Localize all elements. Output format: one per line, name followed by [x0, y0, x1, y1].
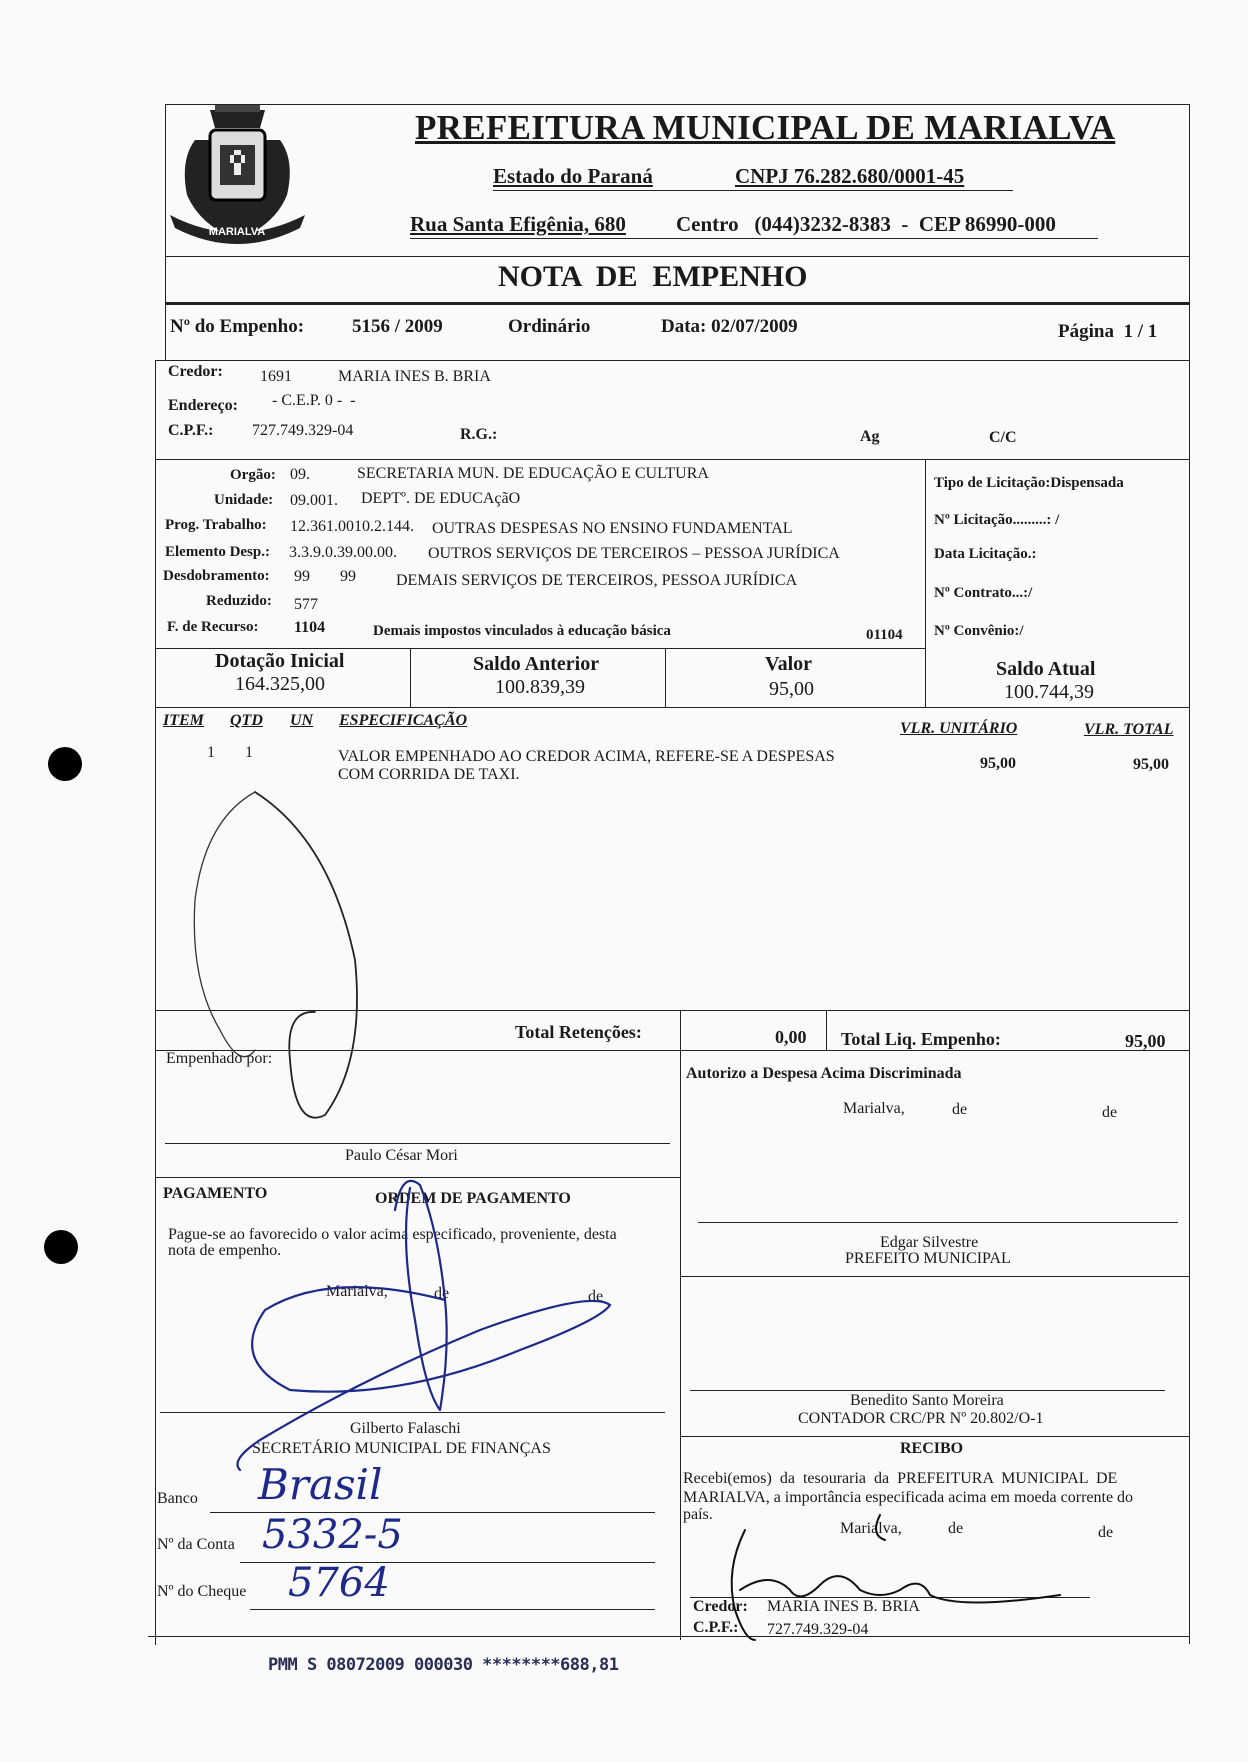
banco-value: Brasil: [258, 1460, 383, 1509]
recibo-cpf-label: C.P.F.:: [693, 1619, 739, 1636]
address-text: Rua Santa Efigênia, 680: [410, 212, 626, 236]
item-number: 1: [207, 744, 215, 761]
vlr-unitario-header: VLR. UNITÁRIO: [900, 720, 1018, 737]
empenhado-label: Empenhado por:: [166, 1050, 273, 1067]
footer-stamp: PMM S 08072009 000030 ********688,81: [268, 1655, 619, 1675]
numero-contrato: Nº Contrato...:/: [934, 585, 1033, 601]
conta-label: Nº da Conta: [157, 1536, 235, 1553]
pagamento-text-line-2: nota de empenho.: [168, 1242, 282, 1259]
valor-value: 95,00: [769, 678, 814, 700]
autorizo-local: Marialva,: [843, 1100, 905, 1117]
empenho-label: Nº do Empenho:: [170, 316, 305, 337]
un-header: UN: [290, 712, 314, 729]
fonte-number: 01104: [866, 627, 903, 643]
pagamento-local: Marialva,: [326, 1283, 388, 1300]
empenho-number: 5156 / 2009: [352, 316, 443, 337]
credor-label: Credor:: [168, 363, 223, 380]
retencoes-label: Total Retenções:: [515, 1022, 642, 1042]
cheque-value: 5764: [288, 1560, 390, 1606]
numero-convenio: Nº Convênio:/: [934, 623, 1024, 639]
desdobramento-code-2: 99: [340, 568, 356, 585]
prefeito-nome: Edgar Silvestre: [880, 1234, 979, 1251]
page-title: PREFEITURA MUNICIPAL DE MARIALVA: [415, 108, 1116, 147]
conta-value: 5332-5: [262, 1512, 403, 1558]
recibo-cpf-value: 727.749.329-04: [767, 1621, 869, 1638]
autorizo-label: Autorizo a Despesa Acima Discriminada: [686, 1065, 962, 1082]
recibo-de-1: de: [948, 1520, 964, 1537]
fonte-label: F. de Recurso:: [167, 619, 259, 635]
recibo-text-line-1: Recebi(emos) da tesouraria da PREFEITURA MUNICIPAL DE: [683, 1470, 1118, 1487]
pagamento-text-line-1: Pague-se ao favorecido o valor acima especificado, proveniente, desta: [168, 1226, 617, 1243]
reduzido-label: Reduzido:: [206, 593, 272, 609]
elemento-desc: OUTROS SERVIÇOS DE TERCEIROS – PESSOA JURÍDICA: [428, 545, 840, 562]
item-total-value: 95,00: [1133, 756, 1169, 773]
prefeito-cargo: PREFEITO MUNICIPAL: [845, 1250, 1011, 1267]
ordem-pagamento-label: ORDEM DE PAGAMENTO: [375, 1190, 571, 1207]
endereco-label: Endereço:: [168, 397, 238, 414]
especificacao-header: ESPECIFICAÇÃO: [339, 712, 468, 729]
document-title: NOTA DE EMPENHO: [498, 260, 808, 293]
contador-cargo: CONTADOR CRC/PR Nº 20.802/O-1: [798, 1410, 1044, 1427]
saldo-atual-value: 100.744,39: [1004, 681, 1094, 703]
item-qtd: 1: [245, 744, 253, 761]
pagamento-de-1: de: [434, 1285, 450, 1302]
item-unit-value: 95,00: [980, 755, 1016, 772]
banco-label: Banco: [157, 1490, 198, 1507]
cnpj-text: CNPJ 76.282.680/0001-45: [735, 164, 965, 188]
orgao-code: 09.: [290, 466, 310, 483]
tipo-licitacao: Tipo de Licitação:Dispensada: [934, 475, 1124, 491]
endereco-value: - C.E.P. 0 - -: [272, 392, 356, 409]
liquido-value: 95,00: [1125, 1031, 1166, 1051]
retencoes-value: 0,00: [775, 1027, 807, 1047]
rg-label: R.G.:: [460, 426, 498, 443]
credor-name: MARIA INES B. BRIA: [338, 368, 491, 385]
elemento-code: 3.3.9.0.39.00.00.: [289, 544, 397, 561]
credor-code: 1691: [260, 368, 292, 385]
numero-licitacao: Nº Licitação.........: /: [934, 512, 1060, 528]
empenho-date: Data: 02/07/2009: [661, 316, 798, 337]
recibo-de-2: de: [1098, 1524, 1114, 1541]
desdobramento-label: Desdobramento:: [163, 568, 270, 584]
orgao-label: Orgão:: [230, 467, 276, 483]
item-espec-line-1: VALOR EMPENHADO AO CREDOR ACIMA, REFERE-SE A DESPESAS: [338, 748, 835, 765]
dotacao-label: Dotação Inicial: [215, 650, 345, 672]
recibo-text-line-2: MARIALVA, a importância especificada acima em moeda corrente do: [683, 1489, 1134, 1506]
unidade-desc: DEPTº. DE EDUCAçãO: [361, 490, 521, 507]
page-number: Página 1 / 1: [1058, 321, 1158, 342]
recibo-text-line-3: país.: [683, 1506, 713, 1523]
recibo-local: Marialva,: [840, 1520, 902, 1537]
recibo-label: RECIBO: [900, 1440, 964, 1457]
pagamento-de-2: de: [588, 1288, 604, 1305]
cheque-label: Nº do Cheque: [157, 1583, 247, 1600]
unidade-label: Unidade:: [214, 492, 274, 508]
crest-banner-text: MARIALVA: [208, 226, 266, 238]
estado-text: Estado do Paraná: [493, 164, 653, 188]
valor-label: Valor: [765, 653, 813, 675]
fonte-code: 1104: [294, 619, 326, 636]
empenhado-nome: Paulo César Mori: [345, 1147, 458, 1164]
item-header: ITEM: [163, 712, 204, 729]
cpf-value: 727.749.329-04: [252, 422, 354, 439]
autorizo-de-1: de: [952, 1101, 968, 1118]
secretario-cargo: SECRETÁRIO MUNICIPAL DE FINANÇAS: [252, 1440, 551, 1457]
saldo-anterior-label: Saldo Anterior: [473, 653, 600, 675]
cc-label: C/C: [989, 429, 1017, 446]
liquido-label: Total Liq. Empenho:: [841, 1029, 1001, 1049]
prog-desc: OUTRAS DESPESAS NO ENSINO FUNDAMENTAL: [432, 520, 793, 537]
empenho-type: Ordinário: [508, 316, 591, 337]
cpf-label: C.P.F.:: [168, 422, 214, 439]
recibo-credor-name: MARIA INES B. BRIA: [767, 1598, 920, 1615]
qtd-header: QTD: [230, 712, 263, 729]
desdobramento-desc: DEMAIS SERVIÇOS DE TERCEIROS, PESSOA JURÍDICA: [396, 572, 798, 589]
reduzido-code: 577: [294, 596, 318, 613]
recibo-credor-label: Credor:: [693, 1598, 748, 1615]
orgao-desc: SECRETARIA MUN. DE EDUCAÇÃO E CULTURA: [357, 465, 709, 482]
desdobramento-code-1: 99: [294, 568, 310, 585]
ag-label: Ag: [860, 428, 880, 445]
dotacao-value: 164.325,00: [235, 673, 325, 695]
pagamento-label: PAGAMENTO: [163, 1185, 268, 1202]
saldo-atual-label: Saldo Atual: [996, 658, 1096, 680]
saldo-anterior-value: 100.839,39: [495, 676, 585, 698]
data-licitacao: Data Licitação.:: [934, 546, 1037, 562]
item-espec-line-2: COM CORRIDA DE TAXI.: [338, 766, 520, 783]
autorizo-de-2: de: [1102, 1104, 1118, 1121]
prog-code: 12.361.0010.2.144.: [290, 518, 414, 535]
unidade-code: 09.001.: [290, 492, 338, 509]
contador-nome: Benedito Santo Moreira: [850, 1392, 1004, 1409]
prog-label: Prog. Trabalho:: [165, 517, 267, 533]
contact-text: Centro (044)3232-8383 - CEP 86990-000: [676, 212, 1056, 236]
fonte-desc: Demais impostos vinculados à educação básica: [373, 623, 671, 639]
elemento-label: Elemento Desp.:: [165, 544, 270, 560]
secretario-nome: Gilberto Falaschi: [350, 1420, 461, 1437]
vlr-total-header: VLR. TOTAL: [1084, 721, 1174, 738]
